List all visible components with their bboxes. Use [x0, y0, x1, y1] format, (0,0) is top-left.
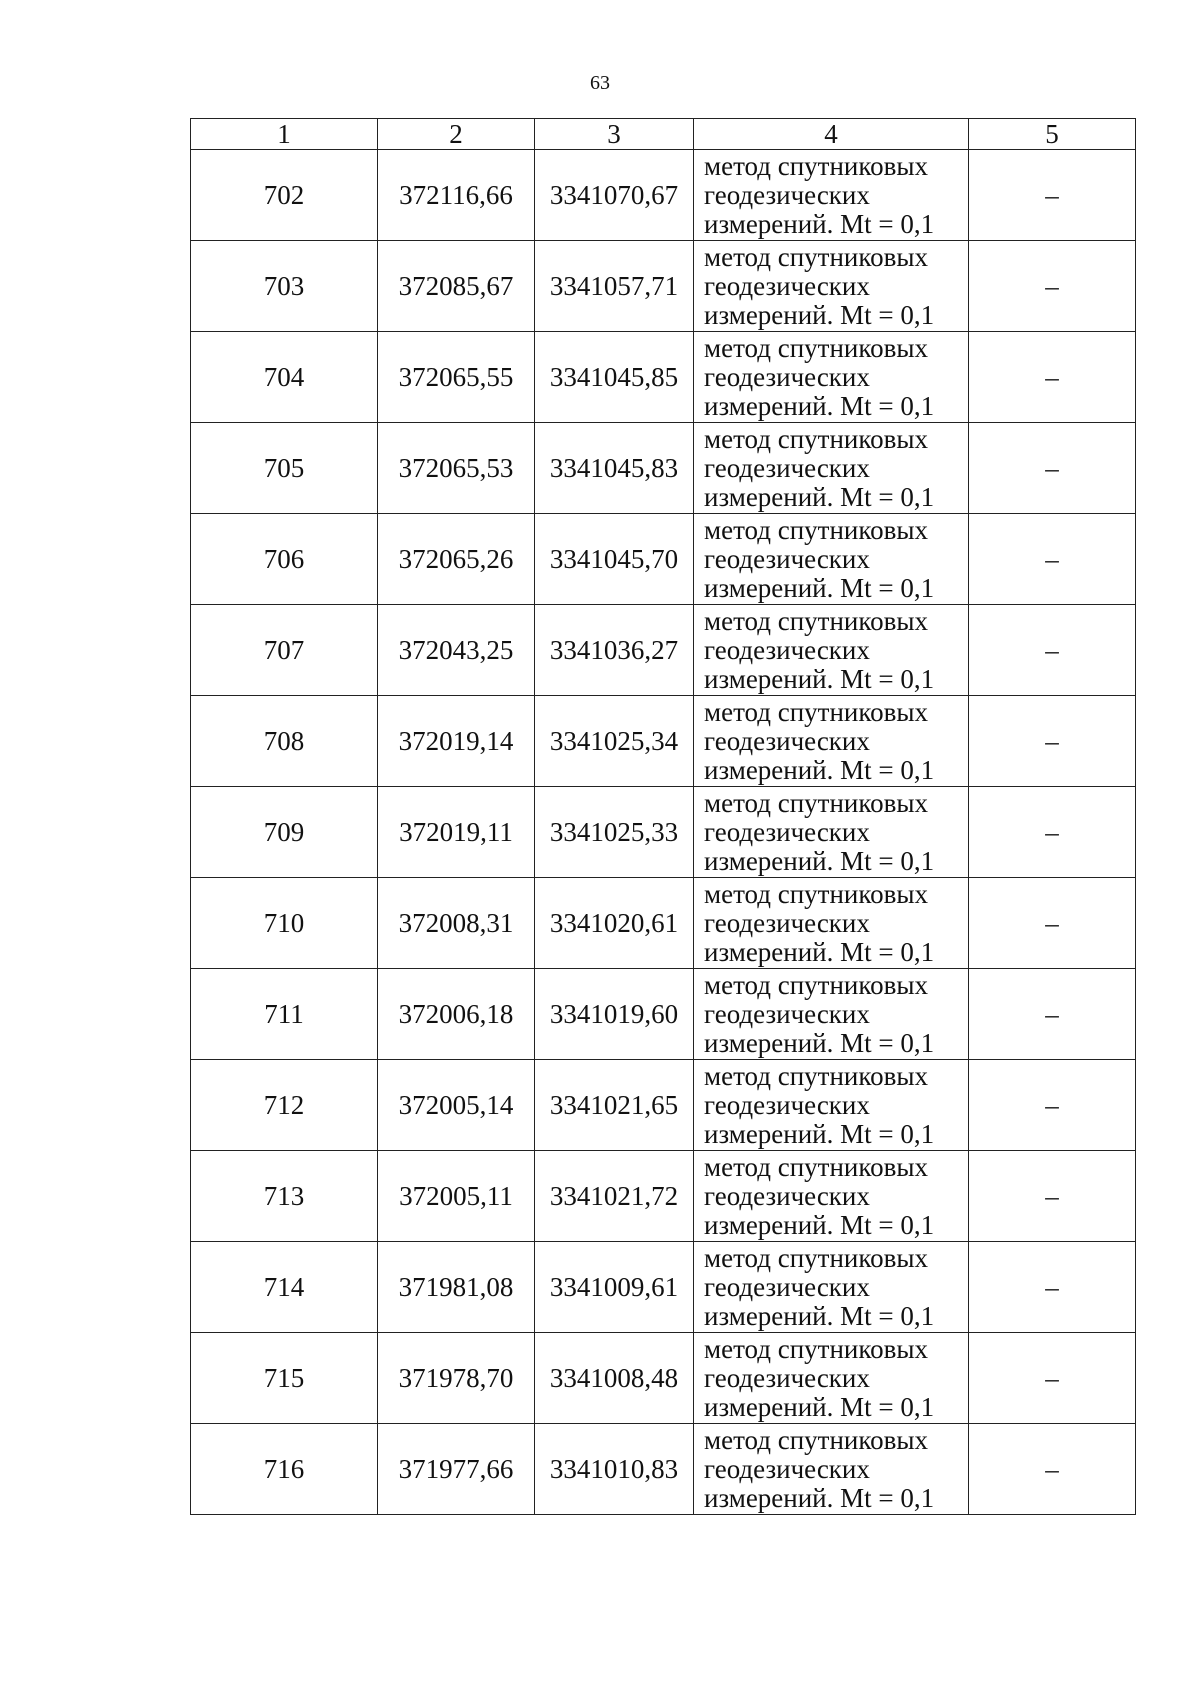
y-coordinate-cell: 3341008,48: [535, 1333, 694, 1424]
method-line-1: метод спутниковых: [704, 1060, 928, 1091]
method-line-1: метод спутниковых: [704, 1242, 928, 1273]
method-line-2: геодезических: [704, 907, 870, 938]
method-cell: [694, 1424, 969, 1515]
header-col-3: 3: [535, 119, 694, 150]
description-cell: –: [969, 787, 1136, 878]
point-number-cell: 705: [191, 423, 378, 514]
description-cell: –: [969, 1424, 1136, 1515]
x-coordinate-cell: 371978,70: [378, 1333, 535, 1424]
description-cell: –: [969, 241, 1136, 332]
x-coordinate-cell: 371977,66: [378, 1424, 535, 1515]
x-coordinate-cell: 372065,53: [378, 423, 535, 514]
y-coordinate-cell: 3341045,83: [535, 423, 694, 514]
table-row: [191, 1060, 1136, 1151]
method-cell: [694, 1060, 969, 1151]
method-line-1: метод спутниковых: [704, 605, 928, 636]
method-line-3: измерений. Mt = 0,1: [704, 754, 935, 785]
point-number-cell: 704: [191, 332, 378, 423]
y-coordinate-cell: 3341009,61: [535, 1242, 694, 1333]
point-number-cell: 709: [191, 787, 378, 878]
method-line-1: метод спутниковых: [704, 878, 928, 909]
table-row: [191, 1333, 1136, 1424]
table-body: [191, 150, 1136, 1515]
table-row: [191, 969, 1136, 1060]
method-line-2: геодезических: [704, 1271, 870, 1302]
method-line-3: измерений. Mt = 0,1: [704, 845, 935, 876]
method-line-3: измерений. Mt = 0,1: [704, 1482, 935, 1513]
method-cell: [694, 1242, 969, 1333]
method-line-3: измерений. Mt = 0,1: [704, 572, 935, 603]
y-coordinate-cell: 3341020,61: [535, 878, 694, 969]
x-coordinate-cell: 372019,14: [378, 696, 535, 787]
method-line-2: геодезических: [704, 179, 870, 210]
description-cell: –: [969, 969, 1136, 1060]
method-line-3: измерений. Mt = 0,1: [704, 1300, 935, 1331]
method-cell: [694, 1151, 969, 1242]
table-row: [191, 787, 1136, 878]
method-line-2: геодезических: [704, 725, 870, 756]
x-coordinate-cell: 372005,11: [378, 1151, 535, 1242]
point-number-cell: 715: [191, 1333, 378, 1424]
point-number-cell: 716: [191, 1424, 378, 1515]
description-cell: –: [969, 150, 1136, 241]
method-cell: [694, 969, 969, 1060]
description-cell: –: [969, 878, 1136, 969]
point-number-cell: 713: [191, 1151, 378, 1242]
method-line-2: геодезических: [704, 270, 870, 301]
description-cell: –: [969, 1333, 1136, 1424]
method-cell: [694, 878, 969, 969]
x-coordinate-cell: 372019,11: [378, 787, 535, 878]
method-line-2: геодезических: [704, 543, 870, 574]
table-row: [191, 514, 1136, 605]
method-line-3: измерений. Mt = 0,1: [704, 1391, 935, 1422]
y-coordinate-cell: 3341010,83: [535, 1424, 694, 1515]
method-line-1: метод спутниковых: [704, 1424, 928, 1455]
table-row: [191, 696, 1136, 787]
method-cell: [694, 1333, 969, 1424]
description-cell: –: [969, 696, 1136, 787]
method-line-3: измерений. Mt = 0,1: [704, 208, 935, 239]
method-line-2: геодезических: [704, 816, 870, 847]
method-line-1: метод спутниковых: [704, 241, 928, 272]
point-number-cell: 710: [191, 878, 378, 969]
method-line-1: метод спутниковых: [704, 514, 928, 545]
page-number: 63: [590, 72, 610, 94]
method-line-1: метод спутниковых: [704, 150, 928, 181]
table-row: [191, 332, 1136, 423]
method-line-3: измерений. Mt = 0,1: [704, 1209, 935, 1240]
method-line-3: измерений. Mt = 0,1: [704, 1027, 935, 1058]
method-cell: [694, 514, 969, 605]
x-coordinate-cell: 372116,66: [378, 150, 535, 241]
method-cell: [694, 787, 969, 878]
y-coordinate-cell: 3341045,70: [535, 514, 694, 605]
y-coordinate-cell: 3341070,67: [535, 150, 694, 241]
table-row: [191, 878, 1136, 969]
method-cell: [694, 605, 969, 696]
method-line-2: геодезических: [704, 634, 870, 665]
point-number-cell: 708: [191, 696, 378, 787]
method-line-2: геодезических: [704, 452, 870, 483]
y-coordinate-cell: 3341025,33: [535, 787, 694, 878]
y-coordinate-cell: 3341021,65: [535, 1060, 694, 1151]
method-line-2: геодезических: [704, 1180, 870, 1211]
method-line-1: метод спутниковых: [704, 969, 928, 1000]
x-coordinate-cell: 372085,67: [378, 241, 535, 332]
header-col-1: 1: [191, 119, 378, 150]
table-row: [191, 150, 1136, 241]
method-line-3: измерений. Mt = 0,1: [704, 390, 935, 421]
x-coordinate-cell: 371981,08: [378, 1242, 535, 1333]
table-row: [191, 1242, 1136, 1333]
method-cell: [694, 150, 969, 241]
table-row: [191, 1151, 1136, 1242]
method-line-3: измерений. Mt = 0,1: [704, 481, 935, 512]
point-number-cell: 707: [191, 605, 378, 696]
description-cell: –: [969, 605, 1136, 696]
method-line-2: геодезических: [704, 361, 870, 392]
method-line-2: геодезических: [704, 1362, 870, 1393]
description-cell: –: [969, 1242, 1136, 1333]
header-col-4: 4: [694, 119, 969, 150]
table-header: [191, 119, 1136, 150]
method-line-1: метод спутниковых: [704, 696, 928, 727]
method-line-1: метод спутниковых: [704, 787, 928, 818]
point-number-cell: 703: [191, 241, 378, 332]
table-row: [191, 1424, 1136, 1515]
y-coordinate-cell: 3341019,60: [535, 969, 694, 1060]
method-line-1: метод спутниковых: [704, 332, 928, 363]
x-coordinate-cell: 372005,14: [378, 1060, 535, 1151]
x-coordinate-cell: 372065,55: [378, 332, 535, 423]
header-col-5: 5: [969, 119, 1136, 150]
header-row: [191, 119, 1136, 150]
method-cell: [694, 241, 969, 332]
method-line-3: измерений. Mt = 0,1: [704, 299, 935, 330]
method-line-2: геодезических: [704, 1089, 870, 1120]
x-coordinate-cell: 372008,31: [378, 878, 535, 969]
header-col-2: 2: [378, 119, 535, 150]
table-row: [191, 605, 1136, 696]
y-coordinate-cell: 3341021,72: [535, 1151, 694, 1242]
method-line-3: измерений. Mt = 0,1: [704, 1118, 935, 1149]
method-line-1: метод спутниковых: [704, 1333, 928, 1364]
description-cell: –: [969, 514, 1136, 605]
table-row: [191, 423, 1136, 514]
description-cell: –: [969, 1151, 1136, 1242]
method-line-2: геодезических: [704, 1453, 870, 1484]
y-coordinate-cell: 3341025,34: [535, 696, 694, 787]
method-cell: [694, 332, 969, 423]
method-cell: [694, 423, 969, 514]
description-cell: –: [969, 1060, 1136, 1151]
method-line-1: метод спутниковых: [704, 1151, 928, 1182]
point-number-cell: 712: [191, 1060, 378, 1151]
point-number-cell: 702: [191, 150, 378, 241]
point-number-cell: 711: [191, 969, 378, 1060]
method-line-3: измерений. Mt = 0,1: [704, 663, 935, 694]
x-coordinate-cell: 372043,25: [378, 605, 535, 696]
point-number-cell: 706: [191, 514, 378, 605]
coordinates-table: [190, 118, 1136, 1515]
x-coordinate-cell: 372006,18: [378, 969, 535, 1060]
description-cell: –: [969, 332, 1136, 423]
method-cell: [694, 696, 969, 787]
method-line-3: измерений. Mt = 0,1: [704, 936, 935, 967]
y-coordinate-cell: 3341057,71: [535, 241, 694, 332]
y-coordinate-cell: 3341036,27: [535, 605, 694, 696]
method-line-2: геодезических: [704, 998, 870, 1029]
method-line-1: метод спутниковых: [704, 423, 928, 454]
x-coordinate-cell: 372065,26: [378, 514, 535, 605]
table-row: [191, 241, 1136, 332]
description-cell: –: [969, 423, 1136, 514]
point-number-cell: 714: [191, 1242, 378, 1333]
y-coordinate-cell: 3341045,85: [535, 332, 694, 423]
